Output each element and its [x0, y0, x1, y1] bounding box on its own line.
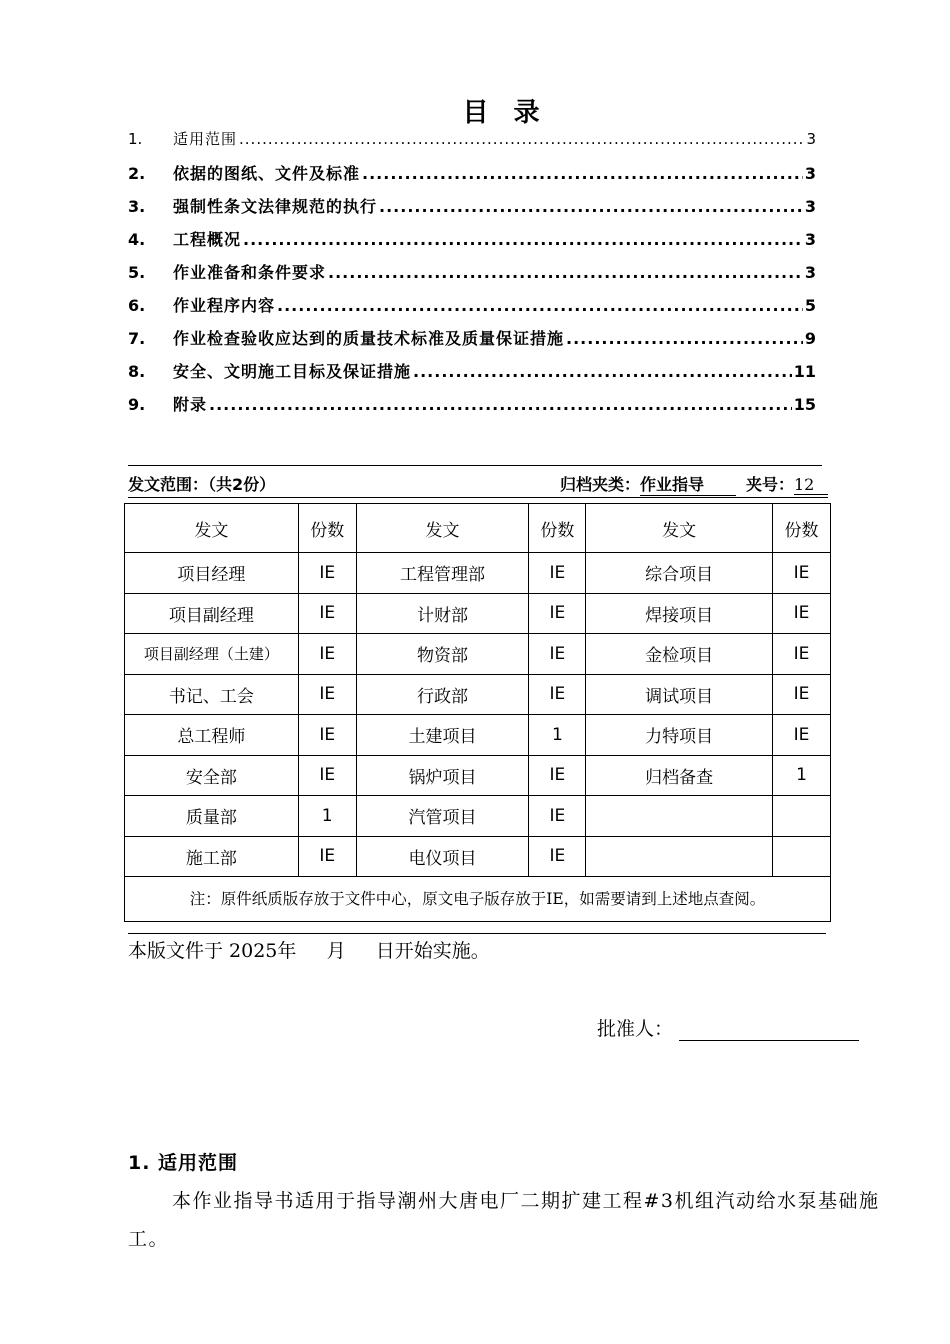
recipient-cell: 计财部: [356, 593, 529, 634]
table-row: [125, 553, 831, 594]
toc-number: 2.: [128, 164, 146, 183]
copies-cell: IE: [529, 796, 586, 837]
copies-cell: IE: [298, 674, 356, 715]
toc-leader: [243, 230, 803, 249]
toc-number: 7.: [128, 329, 146, 348]
divider-top: [128, 465, 822, 466]
toc-title: 依据的图纸、文件及标准: [173, 164, 361, 183]
toc-entry[interactable]: [128, 227, 816, 260]
approver: [597, 1010, 859, 1041]
toc-entry[interactable]: [128, 260, 816, 293]
copies-cell: IE: [298, 634, 356, 675]
implementation-date: 本版文件于 2025年 月 日开始实施。: [128, 940, 490, 962]
copies-cell: IE: [773, 634, 831, 675]
copies-cell: [773, 796, 831, 837]
toc-title: 作业检查验收应达到的质量技术标准及质量保证措施: [173, 329, 565, 348]
recipient-cell: 项目副经理: [125, 593, 299, 634]
copies-cell: IE: [529, 674, 586, 715]
toc-leader: [209, 395, 792, 414]
recipient-cell: 调试项目: [586, 674, 773, 715]
copies-cell: IE: [773, 553, 831, 594]
recipient-cell: 书记、工会: [125, 674, 299, 715]
toc-page: 11: [793, 362, 816, 381]
toc-title: 作业准备和条件要求: [173, 263, 327, 282]
distribution-table: [124, 503, 831, 922]
toc-number: 9.: [128, 395, 146, 414]
recipient-cell: 焊接项目: [586, 593, 773, 634]
toc-entry[interactable]: [128, 161, 816, 194]
recipient-cell: 安全部: [125, 755, 299, 796]
toc-leader: [328, 263, 803, 282]
recipient-cell: 锅炉项目: [356, 755, 529, 796]
approver-label: 批准人：: [597, 1018, 674, 1040]
recipient-cell: 电仪项目: [356, 836, 529, 877]
table-row: [125, 634, 831, 675]
toc-entry[interactable]: [128, 128, 816, 161]
table-row: [125, 593, 831, 634]
copies-cell: IE: [298, 715, 356, 756]
toc-number: 3.: [128, 197, 146, 216]
table-header-cell: 发文: [356, 504, 529, 553]
toc-page: 3: [804, 263, 816, 282]
toc-number: 4.: [128, 230, 146, 249]
toc-title: 强制性条文法律规范的执行: [173, 197, 378, 216]
copies-cell: IE: [298, 836, 356, 877]
table-row: [125, 796, 831, 837]
toc-title: 作业程序内容: [173, 296, 276, 315]
toc-page: 3: [804, 230, 816, 249]
recipient-cell: 总工程师: [125, 715, 299, 756]
distribution-scope: 发文范围：（共2份）: [128, 475, 276, 494]
toc-page: 3: [806, 130, 816, 148]
recipient-cell: [586, 796, 773, 837]
toc-number: 8.: [128, 362, 146, 381]
folder-label: 夹号：: [745, 475, 794, 494]
recipient-cell: 工程管理部: [356, 553, 529, 594]
toc-leader: [239, 130, 804, 148]
toc-page: 3: [804, 197, 816, 216]
table-row: [125, 674, 831, 715]
toc-title: 工程概况: [173, 230, 242, 249]
archive-value: 作业指导: [640, 472, 736, 496]
copies-cell: IE: [529, 593, 586, 634]
recipient-cell: 行政部: [356, 674, 529, 715]
toc-entry[interactable]: [128, 326, 816, 359]
copies-cell: IE: [529, 755, 586, 796]
copies-cell: IE: [529, 836, 586, 877]
section-body: 本作业指导书适用于指导潮州大唐电厂二期扩建工程#3机组汽动给水泵基础施工。: [128, 1190, 880, 1250]
copies-cell: IE: [773, 674, 831, 715]
toc-leader: [277, 296, 803, 315]
recipient-cell: 综合项目: [586, 553, 773, 594]
table-header-cell: 发文: [125, 504, 299, 553]
toc-leader: [566, 329, 803, 348]
recipient-cell: 力特项目: [586, 715, 773, 756]
copies-cell: IE: [773, 715, 831, 756]
toc-entry[interactable]: [128, 392, 816, 425]
copies-cell: IE: [298, 755, 356, 796]
table-note-row: [125, 877, 831, 922]
table-header-cell: 发文: [586, 504, 773, 553]
copies-cell: [773, 836, 831, 877]
toc-page: 9: [804, 329, 816, 348]
recipient-cell: 项目副经理（土建）: [125, 634, 299, 675]
toc-page: 3: [804, 164, 816, 183]
table-header-cell: 份数: [529, 504, 586, 553]
copies-cell: 1: [529, 715, 586, 756]
recipient-cell: 汽管项目: [356, 796, 529, 837]
recipient-cell: [586, 836, 773, 877]
archive-info: [560, 472, 828, 496]
recipient-cell: 质量部: [125, 796, 299, 837]
folder-value: 12: [794, 475, 828, 495]
toc-entry[interactable]: [128, 194, 816, 227]
section-title: 1. 适用范围: [128, 1152, 239, 1174]
toc-page: 15: [793, 395, 816, 414]
table-header-cell: 份数: [298, 504, 356, 553]
archive-label: 归档夹类：: [559, 475, 640, 494]
toc-title: 适用范围: [173, 130, 238, 148]
table-row: [125, 836, 831, 877]
recipient-cell: 物资部: [356, 634, 529, 675]
toc-number: 1.: [128, 130, 143, 148]
table-row: [125, 715, 831, 756]
copies-cell: IE: [773, 593, 831, 634]
table-note: 注：原件纸质版存放于文件中心，原文电子版存放于IE，如需要请到上述地点查阅。: [125, 877, 831, 922]
recipient-cell: 项目经理: [125, 553, 299, 594]
toc-entry[interactable]: [128, 359, 816, 392]
table-of-contents: [128, 128, 816, 425]
recipient-cell: 金检项目: [586, 634, 773, 675]
toc-title: 安全、文明施工目标及保证措施: [173, 362, 412, 381]
recipient-cell: 施工部: [125, 836, 299, 877]
copies-cell: IE: [298, 593, 356, 634]
copies-cell: IE: [298, 553, 356, 594]
toc-leader: [379, 197, 803, 216]
recipient-cell: 土建项目: [356, 715, 529, 756]
table-header-row: [125, 504, 831, 553]
table-header-cell: 份数: [773, 504, 831, 553]
toc-title: 附录: [173, 395, 208, 414]
copies-cell: IE: [529, 634, 586, 675]
copies-cell: 1: [298, 796, 356, 837]
toc-number: 6.: [128, 296, 146, 315]
divider-bottom: [128, 933, 826, 934]
approver-signature-line: [679, 1010, 859, 1041]
recipient-cell: 归档备查: [586, 755, 773, 796]
toc-entry[interactable]: [128, 293, 816, 326]
toc-number: 5.: [128, 263, 146, 282]
toc-leader: [362, 164, 803, 183]
toc-leader: [413, 362, 792, 381]
copies-cell: 1: [773, 755, 831, 796]
toc-page: 5: [804, 296, 816, 315]
page-title: 目 录: [462, 98, 548, 128]
distribution-header: [128, 472, 828, 496]
copies-cell: IE: [529, 553, 586, 594]
table-row: [125, 755, 831, 796]
divider-header: [128, 497, 828, 498]
